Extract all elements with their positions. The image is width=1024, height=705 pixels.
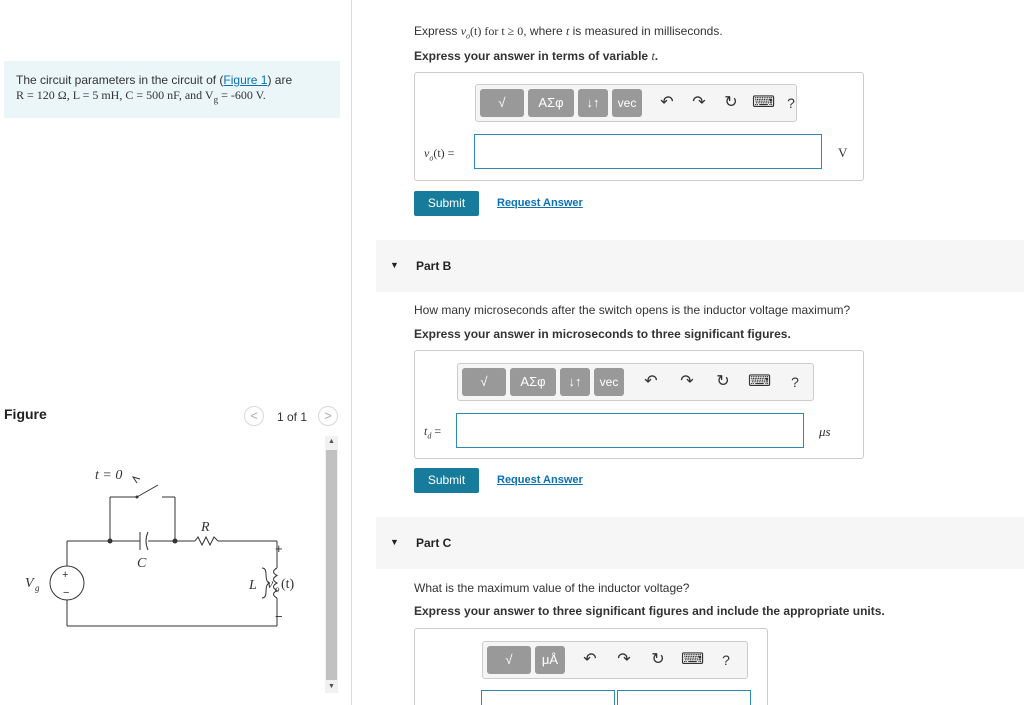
- scroll-down-arrow[interactable]: ▼: [328, 683, 335, 690]
- output-plus: +: [275, 541, 283, 556]
- redo-icon[interactable]: ↷: [617, 651, 631, 668]
- capacitor-plate-right: [146, 532, 148, 550]
- source-plus: +: [62, 569, 69, 581]
- keyboard-icon[interactable]: ⌨: [752, 94, 776, 111]
- scroll-up-arrow[interactable]: ▲: [328, 438, 335, 445]
- switch-pivot: [136, 496, 139, 499]
- reset-icon[interactable]: ↻: [716, 373, 730, 390]
- part-c-instruction: Express your answer to three significant figures and include the appropriate units.: [414, 604, 885, 618]
- part-c-answer-box: [414, 628, 768, 705]
- subscript-superscript-button[interactable]: ↓↑: [578, 89, 608, 117]
- undo-icon[interactable]: ↶: [644, 373, 658, 390]
- greek-symbols-button[interactable]: ΑΣφ: [510, 368, 556, 396]
- part-a-answer-input[interactable]: [474, 134, 822, 169]
- templates-button[interactable]: [480, 89, 524, 117]
- part-a-instruction: Express your answer in terms of variable t.: [414, 49, 659, 63]
- part-c-value-input[interactable]: [481, 690, 615, 705]
- part-c-prompt: What is the maximum value of the inductor voltage?: [414, 581, 690, 595]
- part-a-prompt: Express $v_o(t)$ for t ≥ 0, where t is measured in milliseconds.: [414, 24, 723, 41]
- part-b-answer-box: [414, 350, 864, 459]
- part-c-title: Part C: [416, 536, 452, 550]
- intro-text-suffix: ) are: [267, 73, 293, 87]
- greek-symbols-button[interactable]: ΑΣφ: [528, 89, 574, 117]
- vector-button[interactable]: vec: [612, 89, 642, 117]
- figure-pager-count: 1 of 1: [276, 410, 308, 424]
- template-icon: √: [480, 374, 488, 389]
- capacitor-label: C: [137, 556, 147, 571]
- node-right: [173, 539, 178, 544]
- redo-icon[interactable]: ↷: [692, 94, 706, 111]
- part-c-math-toolbar: [482, 641, 748, 679]
- left-panel: [0, 0, 352, 705]
- output-label-subscript: o: [275, 584, 280, 594]
- part-c-units-input[interactable]: [617, 690, 751, 705]
- part-a-request-answer-link[interactable]: Request Answer: [497, 197, 583, 209]
- figure-scrollbar[interactable]: [325, 436, 338, 693]
- template-icon: √: [505, 652, 513, 667]
- part-b-answer-input[interactable]: [456, 413, 804, 448]
- output-voltage-brace: [262, 568, 270, 598]
- inductor-label: L: [249, 578, 257, 593]
- question-panel: [353, 0, 1024, 705]
- subscript-superscript-button[interactable]: ↓↑: [560, 368, 590, 396]
- part-b-header[interactable]: [376, 240, 1024, 292]
- reset-icon[interactable]: ↻: [724, 94, 738, 111]
- undo-icon[interactable]: ↶: [660, 94, 674, 111]
- reset-icon[interactable]: ↻: [651, 651, 665, 668]
- output-minus: −: [275, 609, 283, 624]
- switch-blade: [137, 485, 158, 497]
- templates-button[interactable]: [462, 368, 506, 396]
- part-a-submit-button[interactable]: Submit: [414, 191, 479, 216]
- part-b-instruction: Express your answer in microseconds to three significant figures.: [414, 327, 791, 341]
- switch-arrow: [133, 477, 140, 483]
- problem-intro: [4, 61, 340, 118]
- vector-button[interactable]: vec: [594, 368, 624, 396]
- part-a-unit: V: [838, 145, 848, 160]
- redo-icon[interactable]: ↷: [680, 373, 694, 390]
- resistor-zigzag: [195, 537, 218, 545]
- part-b-title: Part B: [416, 259, 452, 273]
- units-button[interactable]: μÅ: [535, 646, 565, 674]
- next-figure-button[interactable]: >: [318, 406, 338, 426]
- source-label-subscript: g: [35, 583, 40, 593]
- part-a-math-toolbar: [475, 84, 797, 122]
- keyboard-icon[interactable]: ⌨: [748, 373, 772, 390]
- collapse-triangle-icon: ▼: [390, 537, 399, 547]
- part-b-submit-button[interactable]: Submit: [414, 468, 479, 493]
- switch-label: t = 0: [95, 468, 123, 483]
- part-b-unit: μs: [819, 424, 831, 439]
- part-b-math-toolbar: [457, 363, 814, 401]
- templates-button[interactable]: [487, 646, 531, 674]
- part-c-header[interactable]: [376, 517, 1024, 569]
- part-a-variable-label: $v_o(t)$ =: [424, 146, 455, 163]
- part-b-prompt: How many microseconds after the switch opens is the inductor voltage maximum?: [414, 303, 851, 317]
- collapse-triangle-icon: ▼: [390, 260, 399, 270]
- figure-link[interactable]: Figure 1: [223, 73, 268, 87]
- intro-text: The circuit parameters in the circuit of (: [16, 73, 224, 87]
- circuit-diagram: [0, 450, 320, 650]
- scroll-thumb[interactable]: [326, 450, 337, 680]
- part-b-variable-label: $t_d$ =: [424, 424, 442, 441]
- resistor-label: R: [201, 520, 210, 535]
- keyboard-icon[interactable]: ⌨: [681, 651, 705, 668]
- help-icon[interactable]: ?: [722, 652, 730, 668]
- part-a-answer-box: [414, 72, 864, 181]
- template-icon: √: [498, 95, 506, 110]
- previous-figure-button[interactable]: <: [244, 406, 264, 426]
- part-b-request-answer-link[interactable]: Request Answer: [497, 474, 583, 486]
- node-left: [108, 539, 113, 544]
- figure-heading: Figure: [4, 406, 47, 422]
- output-label: v: [267, 577, 274, 592]
- circuit-parameters: R = 120 Ω, L = 5 mH, C = 500 nF, and $V_g = -600$ V.: [16, 88, 266, 105]
- undo-icon[interactable]: ↶: [583, 651, 597, 668]
- source-minus: −: [63, 587, 70, 599]
- help-icon[interactable]: ?: [791, 374, 799, 390]
- source-label: V: [25, 576, 34, 591]
- help-icon[interactable]: ?: [787, 95, 795, 111]
- output-label-arg: (t): [281, 577, 295, 592]
